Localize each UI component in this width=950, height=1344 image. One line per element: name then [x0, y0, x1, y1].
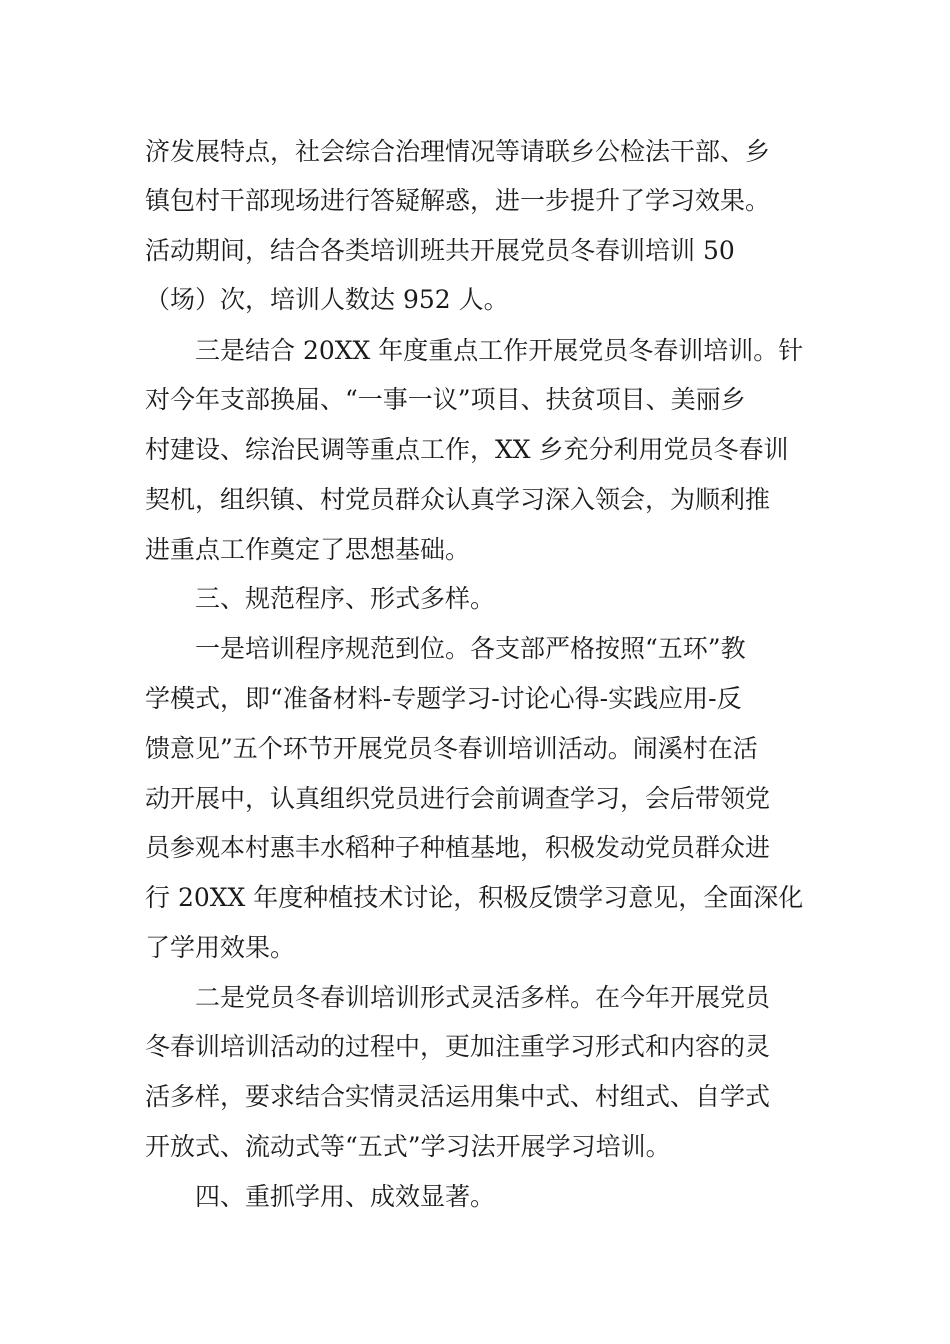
text-line-20: 活多样，要求结合实情灵活运用集中式、村组式、自学式 [145, 1082, 771, 1111]
text-line-15: 员参观本村惠丰水稻种子种植基地，积极发动党员群众进 [145, 833, 771, 862]
text-line-10: 三、规范程序、形式多样。 [195, 584, 496, 613]
text-line-19: 冬春训培训活动的过程中，更加注重学习形式和内容的灵 [145, 1032, 771, 1061]
text-line-21: 开放式、流动式等“五式”学习法开展学习培训。 [145, 1132, 671, 1161]
text-line-4: （场）次，培训人数达 952 人。 [145, 285, 509, 314]
text-line-14: 动开展中，认真组织党员进行会前调查学习，会后带领党 [145, 784, 771, 813]
text-line-9: 进重点工作奠定了思想基础。 [145, 535, 471, 564]
text-line-1: 济发展特点，社会综合治理情况等请联乡公检法干部、乡 [145, 137, 771, 166]
text-line-11: 一是培训程序规范到位。各支部严格按照“五环”教 [195, 634, 746, 663]
text-line-18: 二是党员冬春训培训形式灵活多样。在今年开展党员 [195, 983, 771, 1012]
text-line-17: 了学用效果。 [145, 933, 296, 962]
text-line-8: 契机，组织镇、村党员群众认真学习深入领会，为顺利推 [145, 485, 771, 514]
text-line-6: 对今年支部换届、“一事一议”项目、扶贫项目、美丽乡 [145, 385, 746, 414]
text-line-7: 村建设、综治民调等重点工作，XX 乡充分利用党员冬春训 [145, 435, 789, 464]
text-line-22: 四、重抓学用、成效显著。 [195, 1182, 496, 1211]
text-line-12: 学模式，即“准备材料-专题学习-讨论心得-实践应用-反 [145, 684, 742, 713]
text-line-16: 行 20XX 年度种植技术讨论，积极反馈学习意见，全面深化 [145, 883, 804, 912]
text-line-3: 活动期间，结合各类培训班共开展党员冬春训培训 50 [145, 236, 735, 265]
text-line-13: 馈意见”五个环节开展党员冬春训培训活动。闹溪村在活 [145, 734, 758, 763]
text-line-2: 镇包村干部现场进行答疑解惑，进一步提升了学习效果。 [145, 186, 771, 215]
text-line-5: 三是结合 20XX 年度重点工作开展党员冬春训培训。针 [195, 336, 804, 365]
